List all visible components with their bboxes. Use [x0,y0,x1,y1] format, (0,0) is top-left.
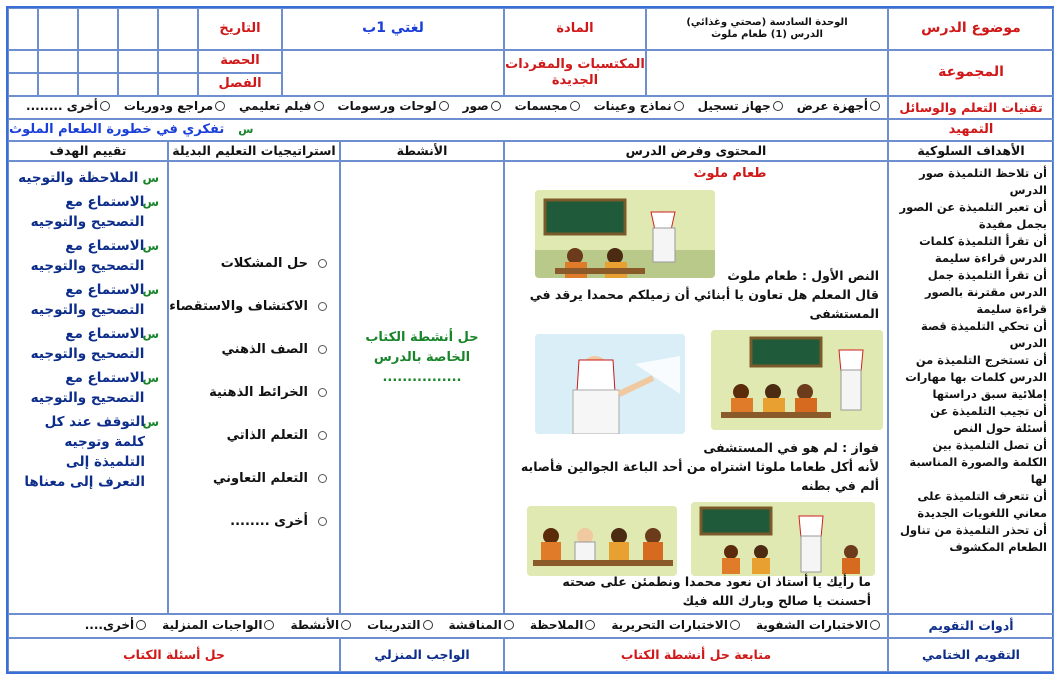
option-circle-icon [318,259,327,268]
strategies-column [168,161,340,614]
period-label: الحصة [198,50,282,73]
strategy-item[interactable]: أخرى ........ [169,500,327,543]
activities-text [341,328,503,388]
radio-circle-icon [100,101,110,111]
option-circle-icon [318,474,327,483]
intro-text: تفكري في خطورة الطعام الملوث [9,121,225,137]
tool-item[interactable]: صور [463,99,501,113]
paragraph-1-line-3: المستشفى [809,306,879,321]
objective-item: أن تستخرج التلميذة من الدرس كلمات بها مهارات إملائية سبق دراستها [905,353,1047,401]
evaluation-column [8,161,168,614]
assessment-item[interactable]: التدريبات [367,618,432,632]
assessment-list [85,618,880,632]
header-objectives: الأهداف السلوكية [888,141,1054,161]
unit-info [646,8,888,50]
assessment-item[interactable]: الاختبارات التحريرية [611,618,740,632]
students-group-illustration-icon [527,506,677,576]
teacher-illustration-icon [535,334,685,434]
evaluation-item: س الاستماع مع التصحيح والتوجيه [30,238,159,274]
tool-item[interactable]: أخرى ........ [26,99,110,113]
period-cell-3 [78,50,118,73]
date-cell-4 [38,8,78,50]
date-cell-1 [158,8,198,50]
class-cell-2 [118,73,158,96]
assessment-item[interactable]: الواجبات المنزلية [162,618,274,632]
strategy-item[interactable]: الصف الذهني [169,328,327,371]
evaluation-item: س الاستماع مع التصحيح والتوجيه [30,282,159,318]
paragraph-2-line-3: ألم في بطنه [801,478,879,493]
radio-circle-icon [870,620,880,630]
tools-list [26,99,880,113]
teacher-picture [535,334,685,434]
tools-label: تقنيات التعلم والوسائل [888,96,1054,119]
objective-item: أن تعبر التلميذة عن الصور بجمل مفيدة [899,200,1047,231]
option-circle-icon [318,431,327,440]
radio-circle-icon [504,620,514,630]
class-cell-5 [8,73,38,96]
intro-label: التمهيد [888,119,1054,141]
radio-circle-icon [570,101,580,111]
header-activities: الأنشطة [340,141,504,161]
lesson-plan-sheet [6,6,1054,674]
homework-label: الواجب المنزلي [340,638,504,672]
topic-label: موضوع الدرس [888,8,1054,50]
activities-line-2: الخاصة بالدرس [373,350,471,365]
assessment-item[interactable]: المناقشة [449,618,514,632]
radio-circle-icon [439,101,449,111]
final-label: التقويم الختامي [888,638,1054,672]
intro-marker: س [238,123,254,137]
strategy-item[interactable]: الاكتشاف والاستقصاء [169,285,327,328]
objective-item: أن تتعرف التلميذة على معاني اللغويات الجديدة [917,489,1047,520]
tool-item[interactable]: أجهزة عرض [797,99,880,113]
students-picture [711,330,883,430]
date-cell-2 [118,8,158,50]
activities-dots: ................ [382,370,462,385]
date-label: التاريخ [198,8,282,50]
group-label: المجموعة [888,50,1054,96]
paragraph-1-line-1: النص الأول : طعام ملوث [727,268,879,283]
period-cell-5 [8,50,38,73]
objectives-column [888,161,1054,614]
content-title: طعام ملوث [693,166,767,181]
objective-item: أن تحذر التلميذة من تناول الطعام المكشوف [899,523,1047,554]
assessment-item[interactable]: الاختبارات الشفوية [756,618,880,632]
objectives-list [889,162,1053,559]
radio-circle-icon [870,101,880,111]
vocab-value [282,50,504,96]
subject-value: لغتي 1ب [282,8,504,50]
objective-item: أن تجيب التلميذة عن أسئلة حول النص [930,404,1047,435]
radio-circle-icon [773,101,783,111]
radio-circle-icon [423,620,433,630]
objective-item: أن تحكي التلميذة قصة الدرس [920,319,1047,350]
date-cell-3 [78,8,118,50]
group-value [646,50,888,96]
paragraph-3-line-2: أحسنت يا صالح وبارك الله فيك [682,593,871,608]
option-circle-icon [318,345,327,354]
paragraph-2-line-1: فواز : لم هو في المستشفى [703,440,879,455]
activities-line-1: حل أنشطة الكتاب [365,330,479,345]
activities-column [340,161,504,614]
objective-item: أن تقرأ التلميذة جمل الدرس مقترنة بالصور قراءة سليمة [924,268,1047,316]
option-circle-icon [318,388,327,397]
subject-label: المادة [504,8,646,50]
teacher-class-illustration-icon [691,502,875,576]
radio-circle-icon [674,101,684,111]
strategy-item[interactable]: الخرائط الذهنية [169,371,327,414]
students-picture-2 [527,506,677,576]
tool-item[interactable]: نماذج وعينات [594,99,684,113]
strategies-list [169,162,339,543]
assessment-item[interactable]: أخرى.... [85,618,146,632]
assessment-item[interactable]: الملاحظة [530,618,595,632]
header-evaluation: تقييم الهدف [8,141,168,161]
paragraph-3 [511,572,871,610]
homework-value: حل أسئلة الكتاب [8,638,340,672]
date-cell-5 [8,8,38,50]
option-circle-icon [318,517,327,526]
final-followup: متابعة حل أنشطة الكتاب [504,638,888,672]
radio-circle-icon [314,101,324,111]
vocab-label: المكتسبات والمفردات الجديدة [504,50,646,96]
assessment-item[interactable]: الأنشطة [290,618,351,632]
classroom-picture [535,190,715,278]
radio-circle-icon [136,620,146,630]
strategy-item[interactable]: حل المشكلات [169,242,327,285]
period-cell-2 [118,50,158,73]
evaluation-item: س الاستماع مع التصحيح والتوجيه [30,326,159,362]
paragraph-2-line-2: لأنه أكل طعاما ملوثا اشتراه من أحد الباعة الجوالين فأصابه [520,459,879,474]
intro-value [8,119,888,141]
tool-item[interactable]: فيلم تعليمي [239,99,324,113]
evaluation-item: س الاستماع مع التصحيح والتوجيه [30,194,159,230]
evaluation-list [9,162,167,502]
paragraph-1 [509,266,879,323]
class-label: الفصل [198,73,282,96]
paragraph-2 [509,438,879,495]
radio-circle-icon [264,620,274,630]
tool-item[interactable]: مراجع ودوريات [124,99,225,113]
radio-circle-icon [341,620,351,630]
strategy-item[interactable]: التعلم الذاتي [169,414,327,457]
paragraph-1-line-2: قال المعلم هل تعاون يا أبنائي أن زميلكم محمدا يرقد في [529,287,879,302]
class-cell-1 [158,73,198,96]
students-illustration-icon [711,330,883,430]
unit-line-2: الدرس (1) طعام ملوث [711,29,823,40]
period-cell-4 [38,50,78,73]
objective-item: أن تقرأ التلميذة كلمات الدرس قراءة سليمة [919,234,1047,265]
header-strategies: استراتيجيات التعليم البديلة [168,141,340,161]
objective-item: أن تلاحظ التلميذة صور الدرس [919,166,1047,197]
radio-circle-icon [491,101,501,111]
unit-line-1: الوحدة السادسة (صحتي وغذائي) [686,16,848,28]
teacher-class-picture [691,502,875,576]
evaluation-item: س التوقف عند كل كلمة وتوجيه التلميذة إلى التعرف إلى معناها [24,414,159,490]
objective-item: أن تصل التلميذة بين الكلمة والصورة المناسبة لها [909,438,1047,486]
tool-item[interactable]: لوحات ورسومات [338,99,449,113]
period-cell-1 [158,50,198,73]
radio-circle-icon [215,101,225,111]
evaluation-item: س الملاحظة والتوجيه [18,170,159,186]
header-content: المحتوى وفرض الدرس [504,141,888,161]
strategy-item[interactable]: التعلم التعاوني [169,457,327,500]
radio-circle-icon [585,620,595,630]
tool-item[interactable]: جهاز تسجيل [698,99,783,113]
class-cell-3 [78,73,118,96]
evaluation-item: س الاستماع مع التصحيح والتوجيه [30,370,159,406]
paragraph-3-line-1: ما رأيك يا أستاذ ان نعود محمدا ونطمئن على صحته [562,574,871,589]
assessment-label: أدوات التقويم [888,614,1054,638]
class-cell-4 [38,73,78,96]
option-circle-icon [318,302,327,311]
radio-circle-icon [730,620,740,630]
classroom-illustration-icon [535,190,715,278]
content-column [504,161,888,614]
tool-item[interactable]: مجسمات [515,99,580,113]
